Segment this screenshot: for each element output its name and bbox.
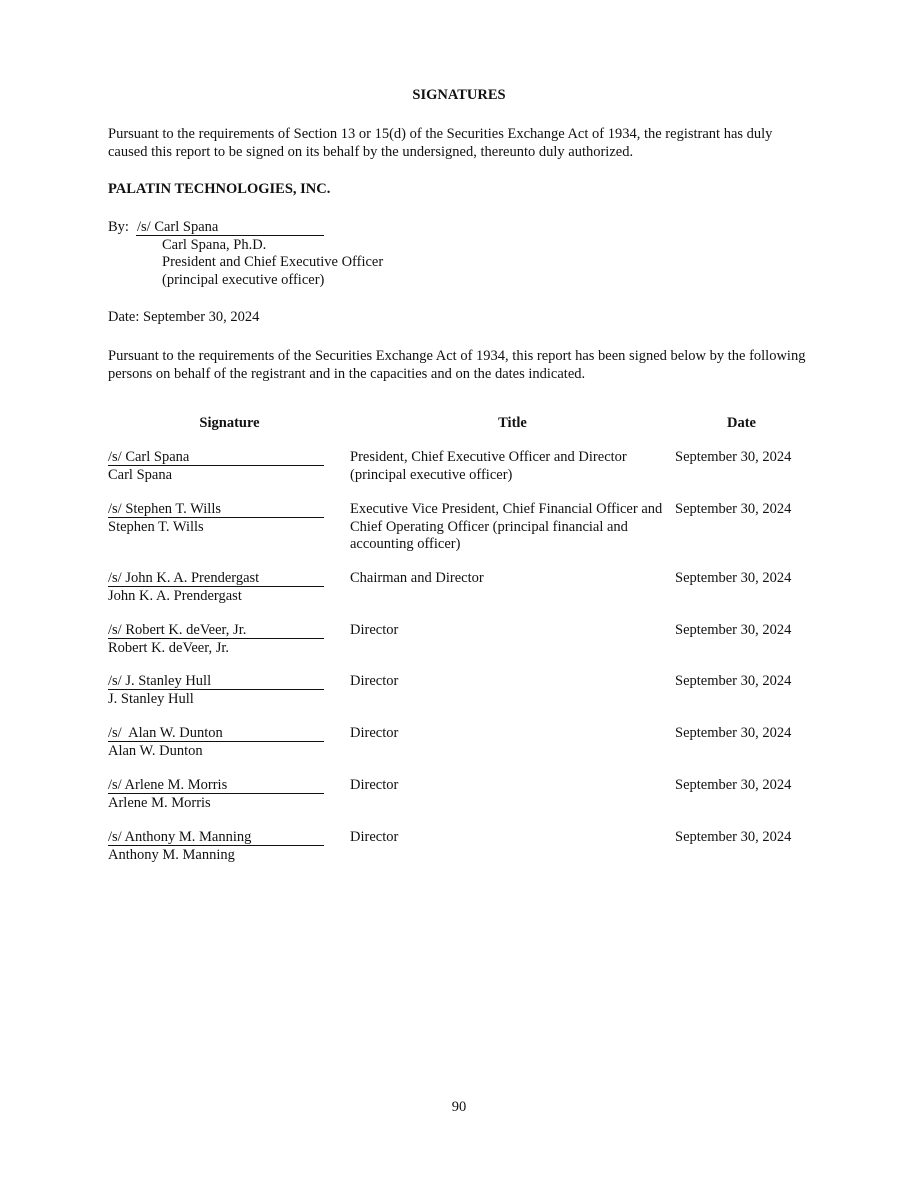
signature-date: September 30, 2024 (675, 570, 792, 586)
signer-title: Chairman and Director (350, 570, 484, 586)
date-line: Date: September 30, 2024 (108, 309, 260, 325)
signer-name: Arlene M. Morris (108, 794, 211, 811)
signer-title: Director (350, 725, 399, 741)
signer-title: Executive Vice President, Chief Financial Officer and Chief Operating Officer (principal financial and accounting officer) (350, 501, 663, 552)
signature-line: /s/ John K. A. Prendergast (108, 570, 324, 587)
by-signature-block (108, 219, 508, 289)
column-header-signature: Signature (199, 415, 260, 431)
signature-date: September 30, 2024 (675, 501, 792, 517)
signature-line: /s/ Anthony M. Manning (108, 829, 324, 846)
by-signature: /s/ Carl Spana (136, 219, 324, 236)
by-name: Carl Spana, Ph.D. (162, 236, 267, 253)
persons-intro-paragraph: Pursuant to the requirements of the Securities Exchange Act of 1934, this report has been signed below by the following persons on behalf of the registrant and in the capacities and on the dates indicated. (108, 348, 806, 382)
by-capacity: (principal executive officer) (162, 271, 325, 288)
signer-title: Director (350, 673, 399, 689)
signature-date: September 30, 2024 (675, 449, 792, 465)
signature-line: /s/ Alan W. Dunton (108, 725, 324, 742)
signature-date: September 30, 2024 (675, 777, 792, 793)
signer-name: Alan W. Dunton (108, 742, 203, 759)
signer-name: Carl Spana (108, 466, 173, 483)
column-header-date: Date (727, 415, 756, 431)
intro-paragraph: Pursuant to the requirements of Section 13 or 15(d) of the Securities Exchange Act of 1934, the registrant has duly caused this report to be signed on its behalf by the undersigned, thereunto duly authorized. (108, 126, 773, 160)
signer-name: Robert K. deVeer, Jr. (108, 639, 230, 656)
signer-title: Director (350, 829, 399, 845)
signer-name: Stephen T. Wills (108, 518, 204, 535)
signer-title: Director (350, 622, 399, 638)
signer-title: President, Chief Executive Officer and Director (principal executive officer) (350, 449, 627, 483)
signature-date: September 30, 2024 (675, 673, 792, 689)
signer-name: Anthony M. Manning (108, 846, 235, 863)
signer-name: John K. A. Prendergast (108, 587, 242, 604)
by-title: President and Chief Executive Officer (162, 254, 384, 270)
company-name: PALATIN TECHNOLOGIES, INC. (108, 181, 331, 197)
signer-title: Director (350, 777, 399, 793)
signature-date: September 30, 2024 (675, 829, 792, 845)
signature-date: September 30, 2024 (675, 622, 792, 638)
signer-name: J. Stanley Hull (108, 690, 194, 707)
signature-line: /s/ Stephen T. Wills (108, 501, 324, 518)
signature-line: /s/ Carl Spana (108, 449, 324, 466)
column-header-title: Title (498, 415, 527, 431)
signature-date: September 30, 2024 (675, 725, 792, 741)
signature-line: /s/ Arlene M. Morris (108, 777, 324, 794)
page-heading: SIGNATURES (412, 87, 506, 103)
by-label: By: (108, 219, 129, 235)
page-number: 90 (451, 1099, 467, 1115)
by-line (108, 219, 508, 237)
signature-line: /s/ J. Stanley Hull (108, 673, 324, 690)
signature-line: /s/ Robert K. deVeer, Jr. (108, 622, 324, 639)
